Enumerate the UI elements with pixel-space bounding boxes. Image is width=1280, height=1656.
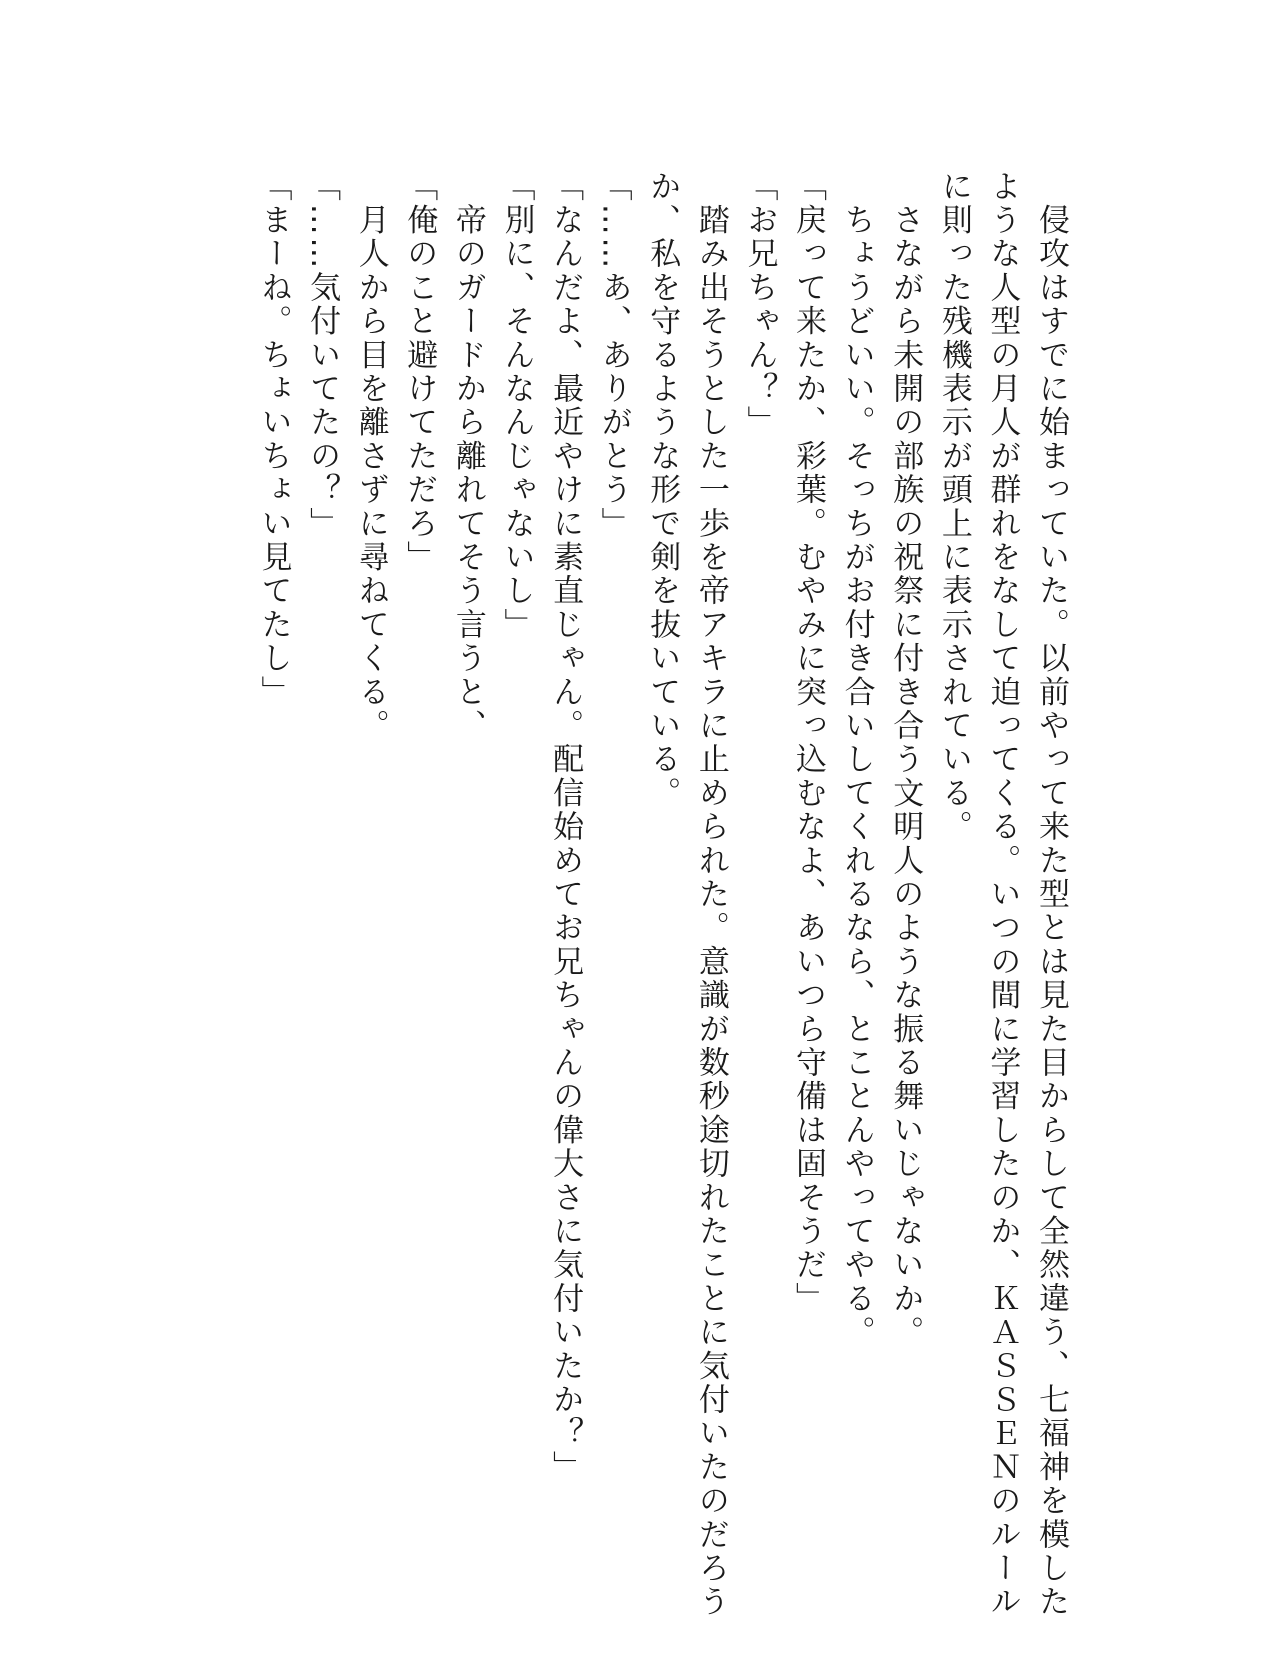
text-line: さながら未開の部族の祝祭に付き合う文明人のような振る舞いじゃないか。 [887,170,924,1350]
text-line: 「お兄ちゃん？」 [741,170,778,440]
text-line: 踏み出そうとした一歩を帝アキラに止められた。意識が数秒途切れたことに気付いたのだろう [692,170,729,1620]
text-line: か、私を守るような形で剣を抜いている。 [644,170,681,811]
text-line: 「……気付いてたの？」 [304,170,341,541]
text-line: 「なんだよ、最近やけに素直じゃん。配信始めてお兄ちゃんの偉大さに気付いたか？」 [547,170,584,1485]
vertical-text-body [249,170,1075,1620]
text-line: 「俺のこと避けてただろ」 [401,170,438,575]
text-line: 「戻って来たか、彩葉。むやみに突っ込むなよ、あいつら守備は固そうだ」 [790,170,827,1316]
text-line: 「別に、そんなんじゃないし」 [498,170,535,642]
text-line: 「……あ、ありがとう」 [595,170,632,541]
text-line: 侵攻はすでに始まっていた。以前やって来た型とは見た目からして全然違う、七福神を模した [1033,170,1069,1620]
text-line: ちょうどいい。そっちがお付き合いしてくれるなら、とことんやってやる。 [838,170,875,1350]
text-line: 帝のガードから離れてそう言うと、 [449,170,486,743]
text-line: ような人型の月人が群れをなして迫ってくる。いつの間に学習したのか、ＫＡＳＳＥＮのルール [984,170,1021,1620]
text-line: 月人から目を離さずに尋ねてくる。 [352,170,389,743]
text-line: に則った残機表示が頭上に表示されている。 [935,170,972,844]
text-line: 「まーね。ちょいちょい見てたし」 [255,170,292,710]
